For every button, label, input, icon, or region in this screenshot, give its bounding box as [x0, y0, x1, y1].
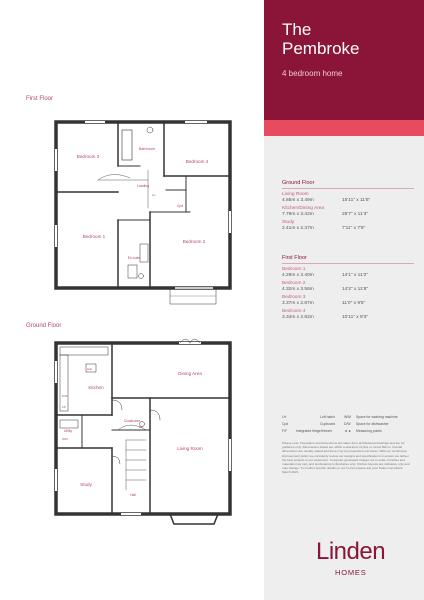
- bedroom2-label: Bedroom 2: [182, 239, 206, 244]
- room-metric: 4.85m x 3.49m: [282, 198, 314, 203]
- room-name: Bedroom 4: [282, 309, 306, 314]
- title-block: [264, 0, 424, 120]
- bathroom-label: Bathroom: [138, 147, 156, 151]
- room-name: Kitchen/Dining Area: [282, 206, 325, 211]
- ensuite-label: En-suite: [127, 256, 141, 260]
- dimension-row: [282, 206, 414, 220]
- key-row: [282, 428, 414, 435]
- page-subtitle: 4 bedroom home: [282, 69, 343, 78]
- hall-label: Hall: [130, 493, 136, 497]
- cloakroom-label: Cloakroom: [123, 419, 141, 423]
- key-abbrev: D/W: [344, 422, 351, 426]
- room-imperial: 15'11" x 11'5": [342, 198, 371, 203]
- legend-key: [282, 414, 414, 435]
- kitchen-label: Kitchen: [88, 385, 104, 390]
- dimension-row: [282, 267, 414, 281]
- room-imperial: 14'1" x 11'2": [342, 273, 368, 278]
- dimension-row: [282, 192, 414, 206]
- room-name: Living Room: [282, 192, 309, 197]
- room-name: Study: [282, 220, 295, 225]
- room-imperial: 11'0" x 9'5": [342, 301, 366, 306]
- key-abbrev: F/F: [282, 429, 288, 433]
- page-title: [282, 20, 359, 58]
- room-name: Bedroom 1: [282, 267, 306, 272]
- key-desc: Space for washing machine: [356, 415, 398, 419]
- key-abbrev: LH: [282, 415, 287, 419]
- title-line-1: The: [282, 20, 312, 39]
- key-desc: Space for dishwasher: [356, 422, 389, 426]
- key-desc: Cupboard: [320, 422, 335, 426]
- brand-logo-sub: HOMES: [335, 568, 367, 577]
- room-metric: 4.32m x 3.56m: [282, 287, 314, 292]
- dimension-row: [282, 295, 414, 309]
- dimension-row: [282, 220, 414, 234]
- wc-label: WC: [139, 426, 144, 429]
- room-metric: 2.41m x 2.37m: [282, 226, 314, 231]
- brand-logo: Linden: [316, 538, 386, 565]
- first-floor-label: First Floor: [26, 96, 53, 102]
- info-panel: [264, 0, 424, 600]
- room-metric: 3.37m x 2.87m: [282, 301, 314, 306]
- bedroom3-label: Bedroom 3: [76, 154, 100, 159]
- utility-label: Utility: [63, 429, 73, 433]
- ff-label: F/F: [62, 405, 67, 409]
- accent-bar: [264, 120, 424, 136]
- room-metric: 3.34m x 2.82m: [282, 315, 314, 320]
- ground-floor-label: Ground Floor: [26, 323, 62, 329]
- bedroom1-label: Bedroom 1: [82, 234, 106, 239]
- dimension-row: [282, 309, 414, 323]
- room-imperial: 14'2" x 11'8": [342, 287, 368, 292]
- key-desc: Measuring points: [356, 429, 382, 433]
- first-floor-heading: First Floor: [282, 255, 414, 264]
- key-abbrev: Cpd: [282, 422, 289, 426]
- dining-area-label: Dining Area: [178, 371, 202, 376]
- room-name: Bedroom 2: [282, 281, 306, 286]
- room-metric: 4.29m x 3.40m: [282, 273, 314, 278]
- dimension-row: [282, 281, 414, 295]
- hob-label: Hob: [87, 367, 93, 371]
- key-desc: Loft hatch: [320, 415, 335, 419]
- room-metric: 7.79m x 3.42m: [282, 212, 314, 217]
- room-name: Bedroom 3: [282, 295, 306, 300]
- key-abbrev: ◄ ►: [344, 429, 352, 433]
- room-imperial: 10'11" x 9'3": [342, 315, 368, 320]
- cpd-label: Cpd: [176, 204, 184, 208]
- key-row: [282, 414, 414, 421]
- living-room-label: Living Room: [177, 446, 203, 451]
- room-imperial: 7'11" x 7'9": [342, 226, 366, 231]
- wm-label: W/M: [62, 437, 68, 441]
- key-abbrev: W/M: [344, 415, 351, 419]
- room-imperial: 25'7" x 11'3": [342, 212, 368, 217]
- bedroom4-label: Bedroom 4: [185, 159, 209, 164]
- disclaimer-text: Please note: Floorplans and dimensions are taken from architectural drawings and are for guidance only. Dimensions stated are within a tolerance of plus or minus 50mm. Overall dimensions are usually stated and there may be projections into these. With our continuous improvement policy we constantly review our designs and specifications to ensure we deliver the best product to our customers. Computer generated images not to scale. Finishes and materials may vary and landscaping is illustrative only. Kitchen layouts are indicative only and may change. To confirm specific details on our homes please ask your Sales Consultant. March 2021.: [282, 441, 410, 475]
- title-line-2: Pembroke: [282, 39, 360, 58]
- dw-label: D/W: [62, 394, 68, 398]
- ground-floor-heading: Ground Floor: [282, 180, 414, 189]
- key-desc: Integrated fridge/freezer: [296, 429, 333, 433]
- landing-label: Landing: [136, 184, 150, 188]
- lh-label: LH: [152, 194, 156, 197]
- study-label: Study: [80, 482, 92, 487]
- first-floor-dimensions: [282, 255, 414, 323]
- ground-floor-dimensions: [282, 180, 414, 234]
- key-row: [282, 421, 414, 428]
